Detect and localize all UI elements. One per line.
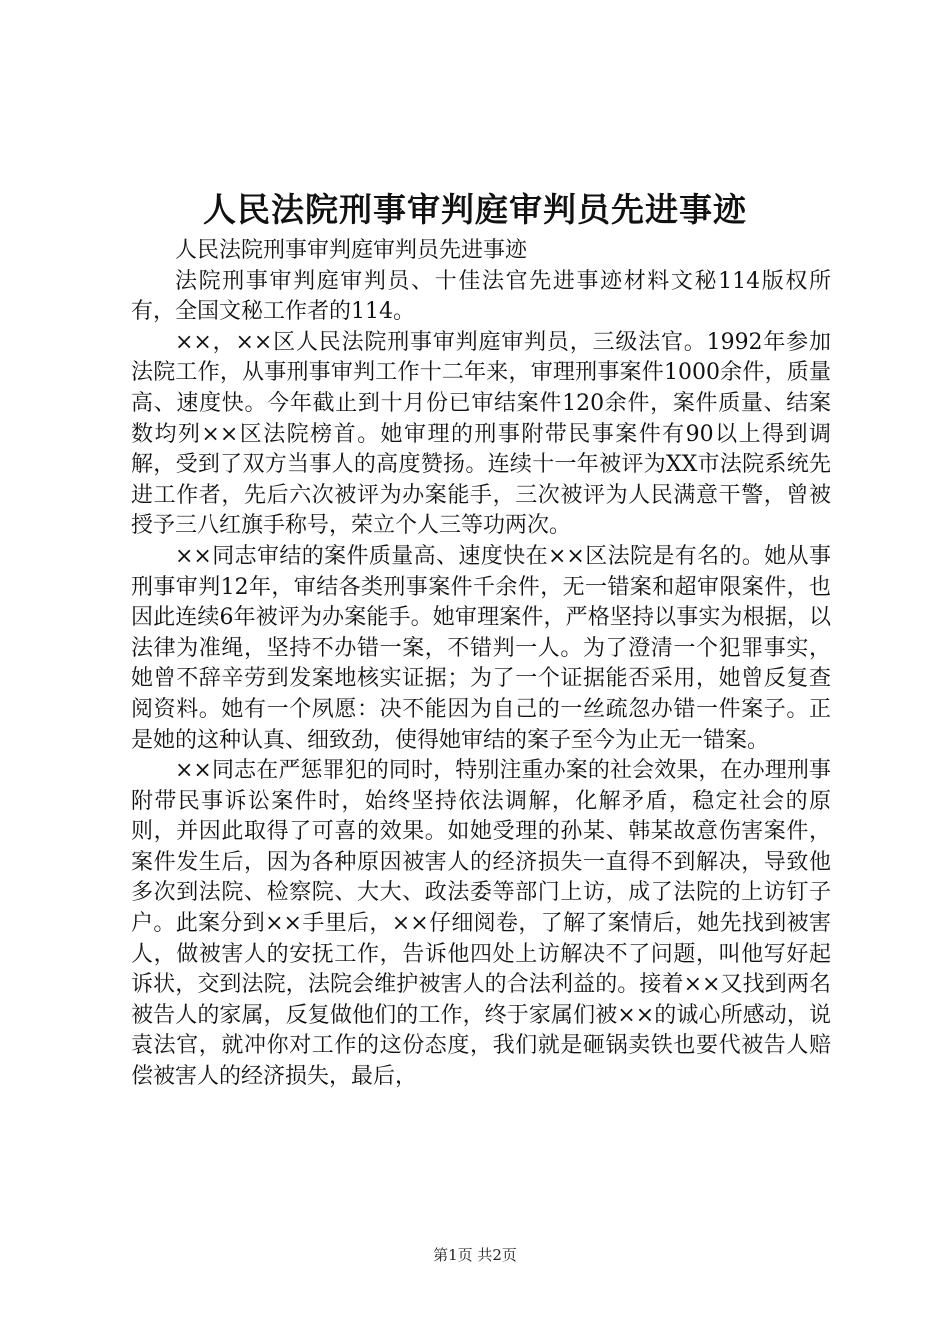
paragraph: ××，××区人民法院刑事审判庭审判员，三级法官。1992年参加法院工作，从事刑事审判工作十二年来，审理刑事案件1000余件，质量高、速度快。今年截止到十月份已审结案件120余件，案件质量、结案数均列××区法院榜首。她审理的刑事附带民事案件有90以上得到调解，受到了双方当事人的高度赞扬。连续十一年被评为XX市法院系统先进工作者，先后六次被评为办案能手，三次被评为人民满意干警，曾被授予三八红旗手称号，荣立个人三等功两次。 — [131, 329, 831, 539]
paragraph: 人民法院刑事审判庭审判员先进事迹 — [175, 238, 528, 263]
paragraph: ××同志在严惩罪犯的同时，特别注重办案的社会效果，在办理刑事附带民事诉讼案件时，始终坚持依法调解，化解矛盾，稳定社会的原则，并因此取得了可喜的效果。如她受理的孙某、韩某故意伤害案件，案件发生后，因为各种原因被害人的经济损失一直得不到解决，导致他多次到法院、检察院、大大、政法委等部门上访，成了法院的上访钉子户。此案分到××手里后，××仔细阅卷，了解了案情后，她先找到被害人，做被害人的安抚工作，告诉他四处上访解决不了问题，叫他写好起诉状，交到法院，法院会维护被害人的合法利益的。接着××又找到两名被告人的家属，反复做他们的工作，终于家属们被××的诚心所感动，说袁法官，就冲你对工作的这份态度，我们就是砸锅卖铁也要代被告人赔偿被害人的经济损失，最后， — [131, 758, 831, 1090]
paragraph: 法院刑事审判庭审判员、十佳法官先进事迹材料文秘114版权所有，全国文秘工作者的114。 — [131, 268, 831, 325]
paragraph: ××同志审结的案件质量高、速度快在××区法院是有名的。她从事刑事审判12年，审结各类刑事案件千余件，无一错案和超审限案件，也因此连续6年被评为办案能手。她审理案件，严格坚持以事实为根据，以法律为准绳，坚持不办错一案，不错判一人。为了澄清一个犯罪事实，她曾不辞辛劳到发案地核实证据；为了一个证据能否采用，她曾反复查阅资料。她有一个夙愿：决不能因为自己的一丝疏忽办错一件案子。正是她的这种认真、细致劲，使得她审结的案子至今为止无一错案。 — [131, 543, 831, 753]
document-body — [131, 236, 831, 1093]
document-title: 人民法院刑事审判庭审判员先进事迹 — [203, 190, 747, 229]
page-number-footer: 第1页 共2页 — [433, 1246, 517, 1264]
